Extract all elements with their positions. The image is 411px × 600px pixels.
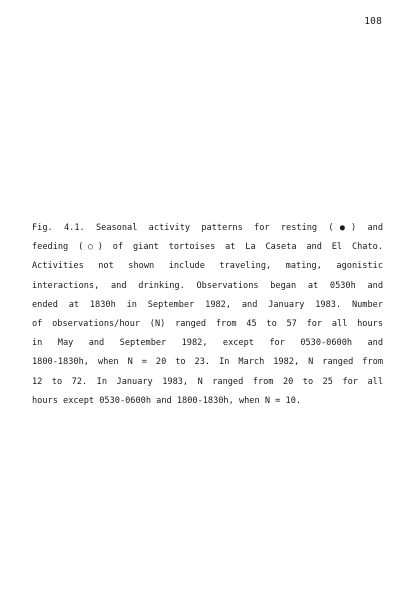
caption-line: ended at 1830h in September 1982, and January 1983. Number: [32, 299, 383, 310]
caption-line: interactions, and drinking. Observations began at 0530h and: [32, 280, 383, 291]
caption-line: hours except 0530-0600h and 1800-1830h, when N = 10.: [32, 395, 302, 406]
caption-line: 12 to 72. In January 1983, N ranged from 20 to 25 for all: [32, 376, 383, 387]
caption-line: Fig. 4.1. Seasonal activity patterns for resting (●) and: [32, 223, 383, 233]
caption-line: feeding (○) of giant tortoises at La Caseta and El Chato.: [32, 242, 383, 253]
caption-line: Activities not shown include traveling, mating, agonistic: [32, 261, 383, 272]
page-number: 108: [364, 16, 382, 27]
figure-caption: [32, 219, 383, 411]
caption-line: in May and September 1982, except for 0530-0600h and: [32, 338, 383, 349]
caption-line: of observations/hour (N) ranged from 45 to 57 for all hours: [32, 319, 383, 330]
caption-line: 1800-1830h, when N = 20 to 23. In March 1982, N ranged from: [32, 357, 383, 368]
